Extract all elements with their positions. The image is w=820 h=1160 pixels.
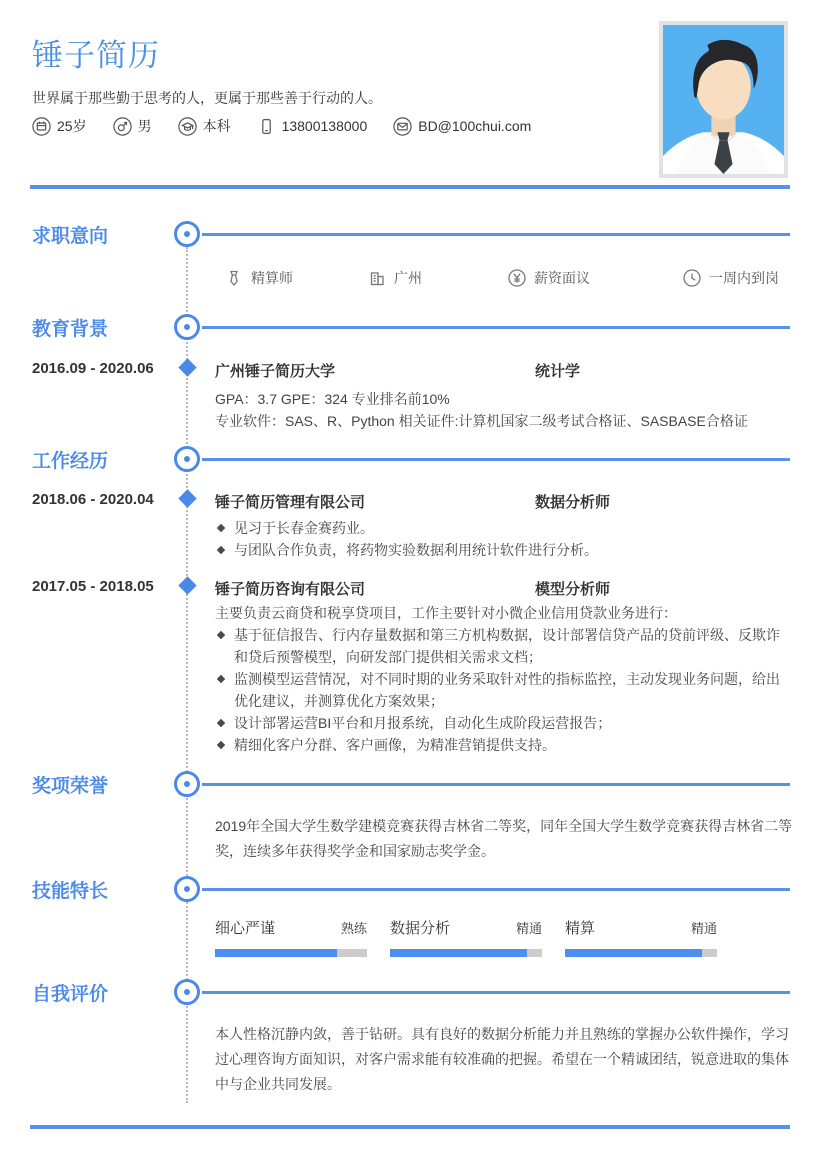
salary-icon [508,269,526,287]
section-rule [202,783,790,786]
tie-icon [225,269,243,287]
contact-email [393,117,531,136]
education-detail-line: GPA：3.7 GPE：324 专业排名前10% [215,391,450,407]
contact-degree [178,116,231,136]
timeline-diamond-icon [178,358,196,376]
work1-entry [215,491,793,512]
bullet-diamond-icon [217,741,225,749]
skill-bar-track [215,949,367,957]
bullet-item [215,539,793,561]
building-icon [368,269,386,287]
major-name: 统计学 [535,363,581,380]
education-period: 2016.09 - 2020.06 [32,360,154,377]
section-rule [202,233,790,236]
work1-bullets [215,517,793,561]
bullet-item [215,668,793,712]
job-role: 数据分析师 [535,494,611,511]
skill-level: 熟练 [340,921,367,936]
job-intent-city [368,268,422,288]
skill-item [390,917,542,957]
contact-age-label: 25岁 [57,118,87,134]
job-intent-salary [508,268,590,288]
skill-item [215,917,367,957]
section-title-education: 教育背景 [32,319,109,340]
bullet-diamond-icon [217,524,225,532]
job-role: 模型分析师 [535,581,611,598]
job-intent-salary-label: 薪资面议 [534,270,590,286]
skill-bar-track [565,949,717,957]
bullet-item [215,624,793,668]
clock-icon [683,269,701,287]
section-title-awards: 奖项荣誉 [32,776,109,797]
contact-degree-label: 本科 [202,118,231,134]
skill-name: 数据分析 [390,920,451,937]
skill-item [565,917,717,957]
degree-icon [178,117,197,136]
job-intent-position [225,268,293,288]
bullet-diamond-icon [217,675,225,683]
contact-email-label: BD@100chui.com [418,118,532,134]
timeline-diamond-icon [178,576,196,594]
phone-icon [257,117,276,136]
avatar [659,21,788,178]
gender-icon [113,117,132,136]
education-detail-line: 专业软件：SAS、R、Python 相关证件:计算机国家二级考试合格证、SASBASE合格证 [215,413,748,429]
bullet-text: 精细化客户分群、客户画像，为精准营销提供支持。 [234,737,556,753]
contact-age [32,116,87,136]
candidate-name: 锤子简历 [32,38,160,73]
bullet-text: 监测模型运营情况，对不同时期的业务采取针对性的指标监控，主动发现业务问题，给出优化建议，并测算优化方案效果； [234,671,780,709]
work2-entry [215,578,793,599]
timeline-node-icon [174,446,200,472]
bullet-diamond-icon [217,631,225,639]
contact-phone [257,117,368,136]
work2-intro: 主要负责云商贷和税享贷项目，工作主要针对小微企业信用贷款业务进行： [215,605,677,621]
company-name: 锤子简历管理有限公司 [215,494,366,511]
section-title-job-intent: 求职意向 [32,226,109,247]
job-intent-position-label: 精算师 [251,270,293,286]
work2-body [215,602,793,756]
section-title-work: 工作经历 [32,451,109,472]
education-entry [215,360,793,381]
contact-row [32,116,531,136]
skill-bar-fill [390,949,527,957]
bullet-item [215,734,793,756]
section-rule [202,888,790,891]
footer-divider [30,1125,790,1129]
timeline-node-icon [174,771,200,797]
timeline-node-icon [174,876,200,902]
header-divider [30,185,790,189]
contact-gender [113,116,152,136]
skill-bar-track [390,949,542,957]
email-icon [393,117,412,136]
skill-name: 细心严谨 [215,920,276,937]
bullet-text: 基于征信报告、行内存量数据和第三方机构数据，设计部署信贷产品的贷前评级、反欺诈和贷后预警模型，向研发部门提供相关需求文档； [234,627,780,665]
company-name: 锤子简历咨询有限公司 [215,581,366,598]
age-calendar-icon [32,117,51,136]
bullet-text: 设计部署运营BI平台和月报系统，自动化生成阶段运营报告； [234,715,612,731]
skill-level: 精通 [515,921,542,936]
section-title-skills: 技能特长 [32,881,109,902]
bullet-diamond-icon [217,546,225,554]
skill-name: 精算 [565,920,596,937]
section-title-evaluation: 自我评价 [32,984,109,1005]
skill-bar-fill [215,949,337,957]
motto-text: 世界属于那些勤于思考的人，更属于那些善于行动的人。 [32,90,382,106]
job-intent-availability-label: 一周内到岗 [709,270,779,286]
skill-bar-fill [565,949,702,957]
bullet-item [215,517,793,539]
timeline-node-icon [174,979,200,1005]
section-rule [202,326,790,329]
contact-gender-label: 男 [137,118,152,134]
bullet-item [215,712,793,734]
awards-content: 2019年全国大学生数学建模竞赛获得吉林省二等奖，同年全国大学生数学竞赛获得吉林省二等奖，连续多年获得奖学金和国家励志奖学金。 [215,818,793,859]
work1-period: 2018.06 - 2020.04 [32,491,154,508]
bullet-text: 见习于长春金赛药业。 [234,520,374,536]
timeline-node-icon [174,314,200,340]
section-rule [202,458,790,461]
work2-period: 2017.05 - 2018.05 [32,578,154,595]
evaluation-content: 本人性格沉静内敛，善于钻研。具有良好的数据分析能力并且熟练的掌握办公软件操作，学习过心理咨询方面知识，对客户需求能有较准确的把握。希望在一个精诚团结，锐意进取的集体中与企业共同发展。 [215,1026,789,1092]
job-intent-availability [683,268,779,288]
job-intent-city-label: 广州 [394,270,422,286]
school-name: 广州锤子简历大学 [215,363,336,380]
bullet-text: 与团队合作负责，将药物实验数据利用统计软件进行分析。 [234,542,598,558]
timeline-diamond-icon [178,489,196,507]
skill-level: 精通 [690,921,717,936]
section-rule [202,991,790,994]
bullet-diamond-icon [217,719,225,727]
contact-phone-label: 13800138000 [281,118,368,134]
timeline-node-icon [174,221,200,247]
